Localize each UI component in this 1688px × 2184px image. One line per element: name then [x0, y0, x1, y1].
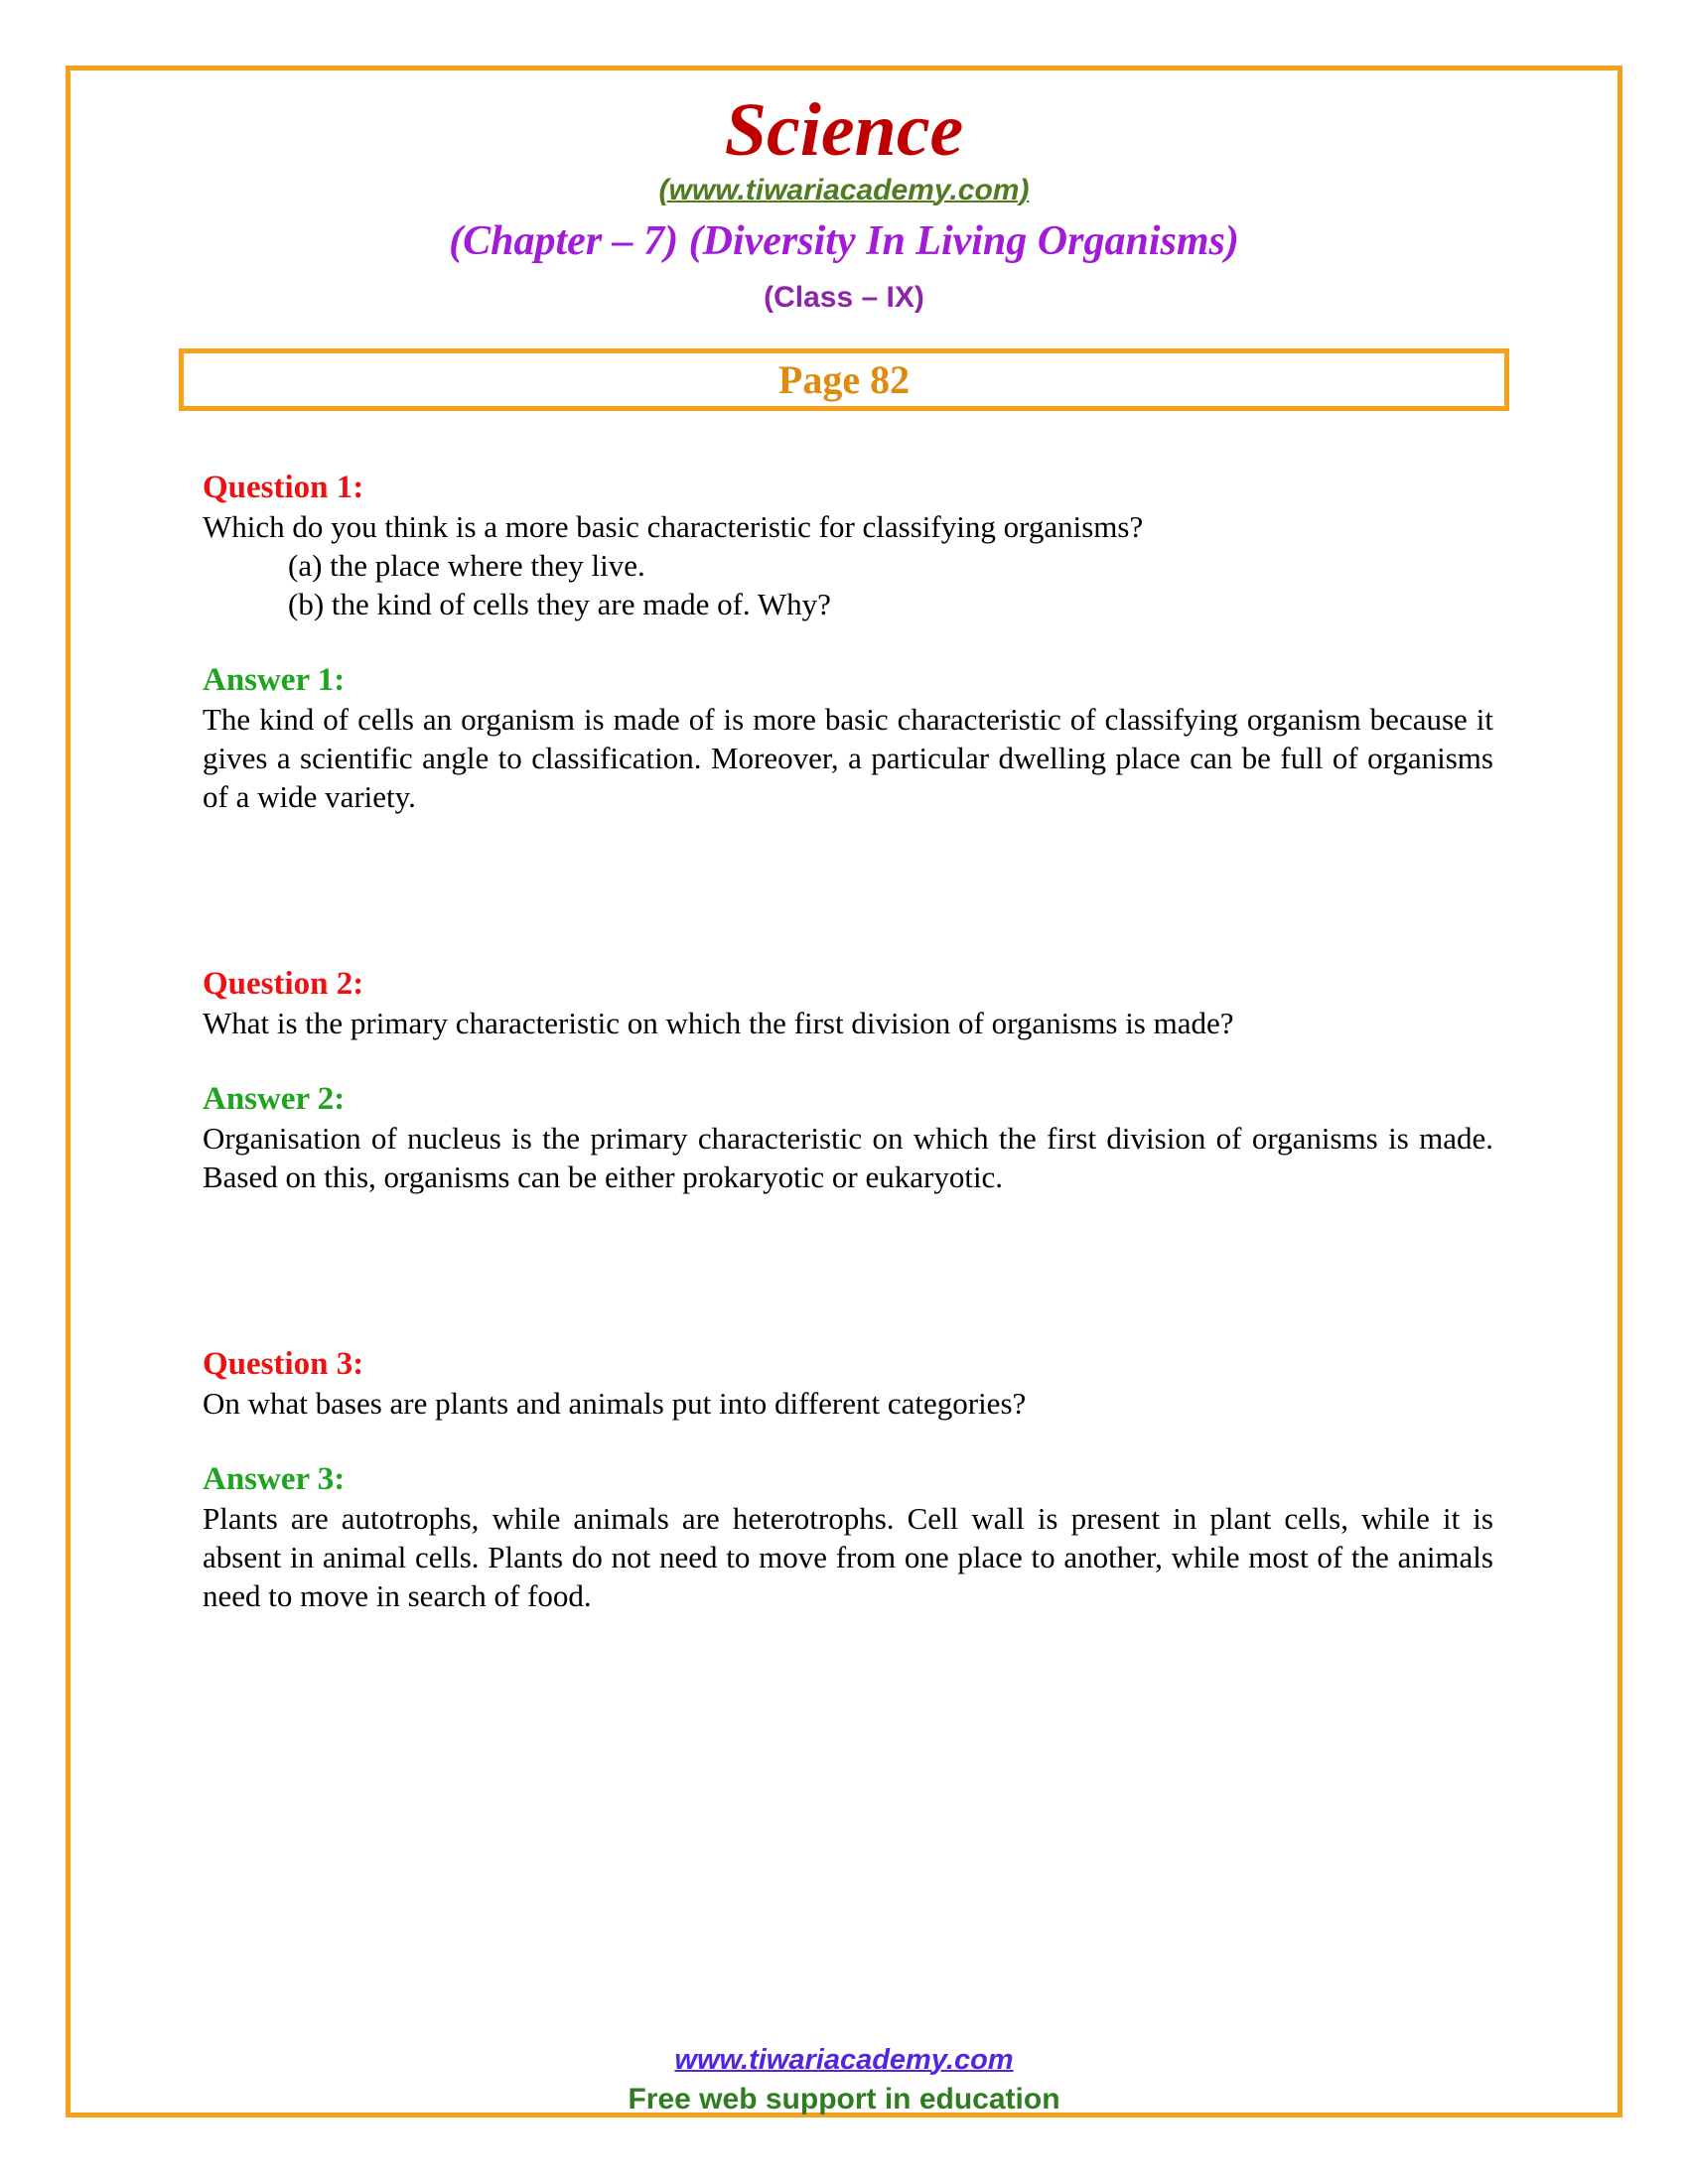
- question-label: Question 3:: [203, 1346, 364, 1382]
- header-website-row: [70, 168, 1618, 207]
- footer-website-link[interactable]: www.tiwariacademy.com: [674, 2044, 1014, 2076]
- class-heading: (Class – IX): [764, 281, 924, 314]
- answer-text: Plants are autotrophs, while animals are heterotrophs. Cell wall is present in plant cells, while it is absent in animal cells. Plants do not need to move from one place to another, while most of the animals need to move in search of food.: [203, 1501, 1493, 1613]
- question-option-b: (b) the kind of cells they are made of. Why?: [288, 587, 831, 621]
- qa-section-1: [203, 469, 1493, 816]
- chapter-heading: (Chapter – 7) (Diversity In Living Organisms): [449, 218, 1239, 264]
- question-option-a: (a) the place where they live.: [288, 548, 645, 583]
- page-title: Science: [724, 88, 964, 172]
- answer-label: Answer 2:: [203, 1081, 346, 1117]
- question-text: Which do you think is a more basic characteristic for classifying organisms?: [203, 509, 1144, 544]
- question-text: On what bases are plants and animals put into different categories?: [203, 1386, 1027, 1421]
- document-header: [70, 70, 1618, 315]
- answer-text: The kind of cells an organism is made of is more basic characteristic of classifying organism because it gives a scientific angle to classification. Moreover, a particular dwelling place can be full of organisms of a wide variety.: [203, 702, 1493, 814]
- question-text: What is the primary characteristic on which the first division of organisms is made?: [203, 1006, 1234, 1040]
- page-number-banner: Page 82: [179, 348, 1509, 411]
- footer-tagline: Free web support in education: [628, 2083, 1060, 2116]
- qa-section-3: [203, 1345, 1493, 1615]
- qa-content: [203, 469, 1493, 1615]
- answer-text: Organisation of nucleus is the primary characteristic on which the first division of organisms is made. Based on this, organisms can be either prokaryotic or eukaryotic.: [203, 1121, 1493, 1194]
- answer-label: Answer 1:: [203, 662, 346, 698]
- question-label: Question 1:: [203, 470, 364, 505]
- question-label: Question 2:: [203, 966, 364, 1002]
- answer-label: Answer 3:: [203, 1461, 346, 1497]
- header-website-link[interactable]: (www.tiwariacademy.com): [658, 174, 1030, 206]
- qa-section-2: [203, 965, 1493, 1196]
- footer-link-row: [70, 2044, 1618, 2077]
- page-border-frame: [66, 66, 1622, 2117]
- document-footer: [70, 2044, 1618, 2116]
